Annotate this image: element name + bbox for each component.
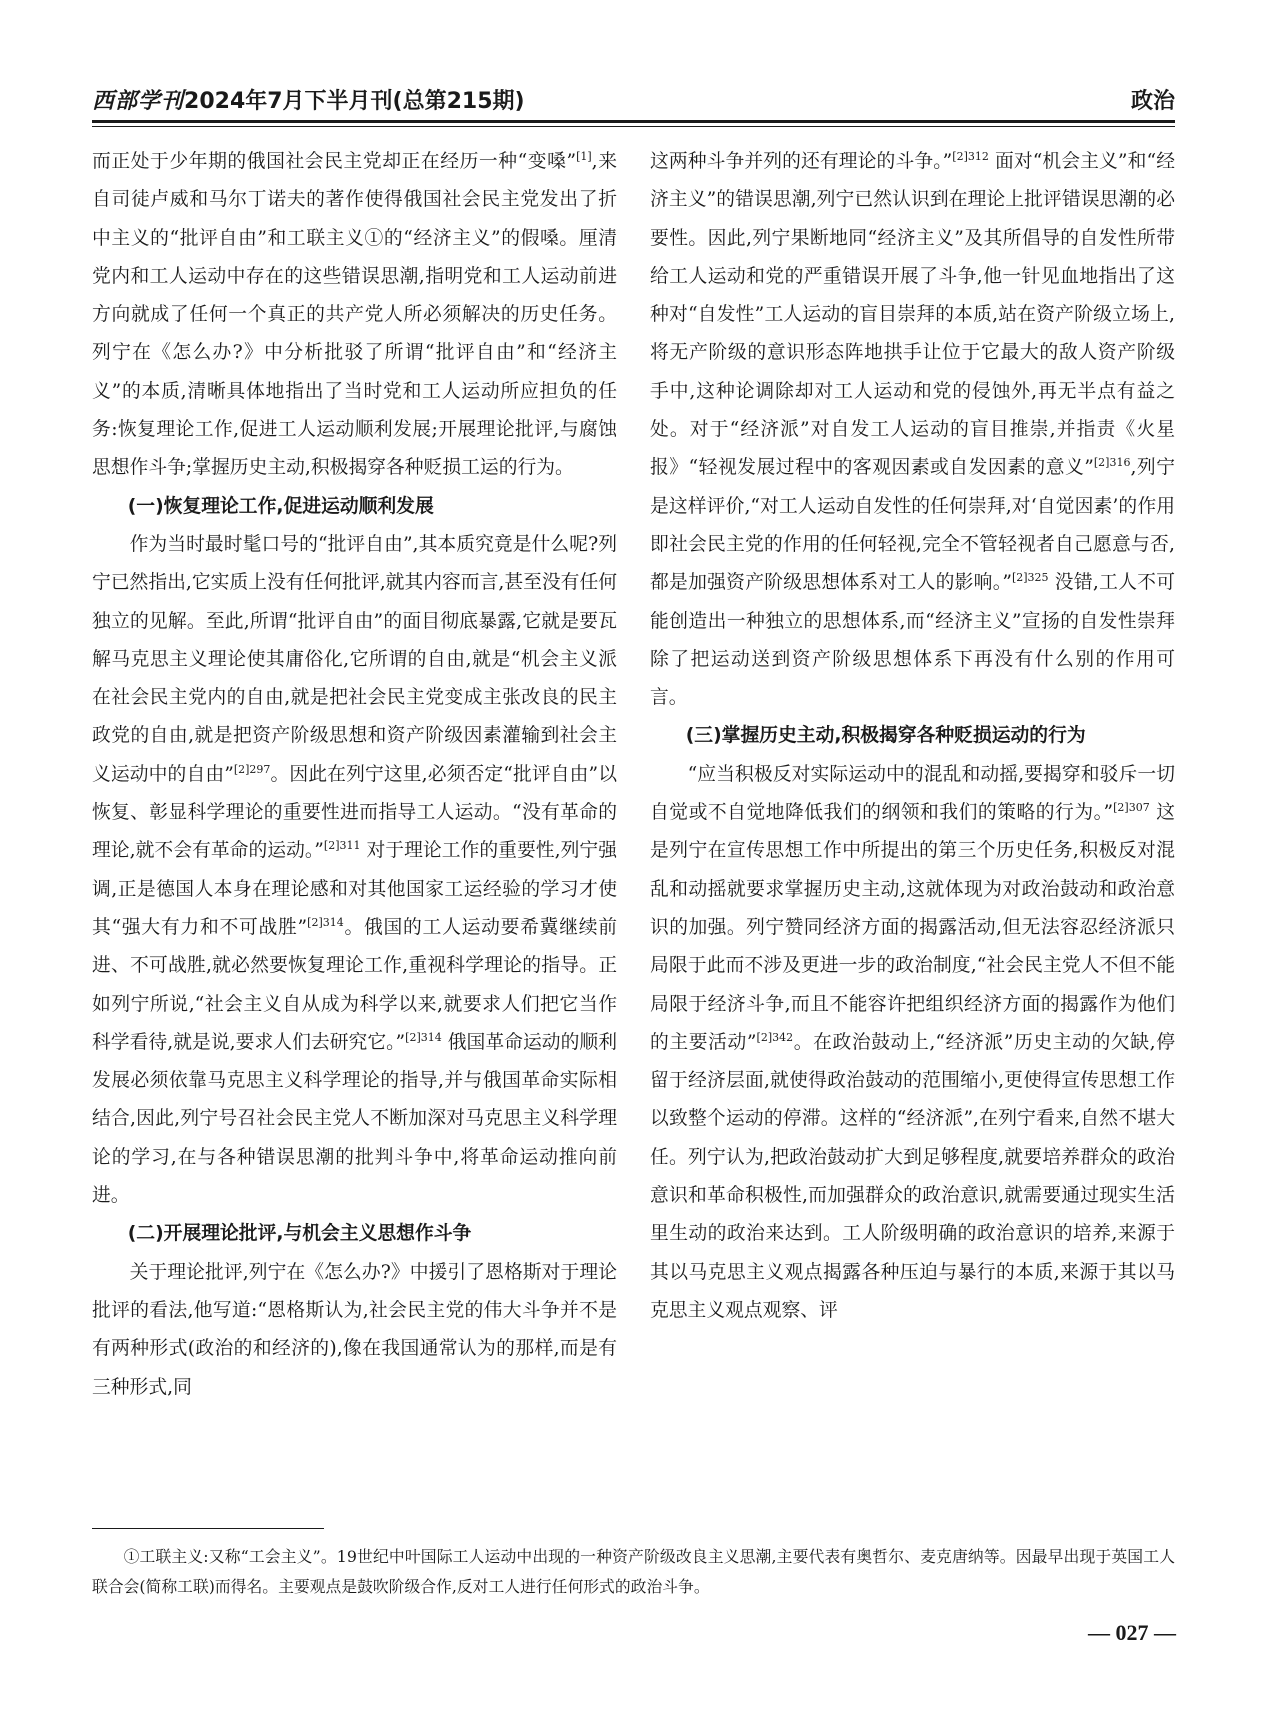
journal-title xyxy=(92,84,525,115)
citation-ref: [2]314 xyxy=(405,1030,442,1044)
body-paragraph: 作为当时最时髦口号的“批评自由”,其本质究竟是什么呢?列宁已然指出,它实质上没有任何批评,就其内容而言,甚至没有任何独立的见解。至此,所谓“批评自由”的面目彻底暴露,它就是要瓦解马克思主义理论使其庸俗化,它所谓的自由,就是“机会主义派在社会民主党内的自由,就是把社会民主党变成主张改良的民主政党的自由,就是把资产阶级思想和资产阶级因素灌输到社会主义运动中的自由”$^{[2]297}$。因此在列宁这里,必须否定“批评自由”以恢复、彰显科学理论的重要性进而指导工人运动。“没有革命的理论,就不会有革命的运动。”$^{[2]311}$ 对于理论工作的重要性,列宁强调,正是德国人本身在理论感和对其他国家工运经验的学习才使其“强大有力和不可战胜”$^{[2]314}$。俄国的工人运动要希冀继续前进、不可战胜,就必然要恢复理论工作,重视科学理论的指导。正如列宁所说,“社会主义自从成为科学以来,就要求人们把它当作科学看待,就是说,要求人们去研究它。”$^{[2]314}$ 俄国革命运动的顺利发展必须依靠马克思主义科学理论的指导,并与俄国革命实际相结合,因此,列宁号召社会民主党人不断加深对马克思主义科学理论的学习,在与各种错误思潮的批判斗争中,将革命运动推向前进。 xyxy=(92,533,618,1207)
section-heading: (二)开展理论批评,与机会主义思想作斗争 xyxy=(127,1223,472,1245)
citation-ref: [1] xyxy=(576,150,592,163)
body-paragraph: 这两种斗争并列的还有理论的斗争。”$^{[2]312}$ 面对“机会主义”和“经济主义”的错误思潮,列宁已然认识到在理论上批评错误思潮的必要性。因此,列宁果断地同“经济主义”及其所倡导的自发性所带给工人运动和党的严重错误开展了斗争,他一针见血地指出了这种对“自发性”工人运动的盲目崇拜的本质,站在资产阶级立场上,将无产阶级的意识形态阵地拱手让位于它最大的敌人资产阶级手中,这种论调除却对工人运动和党的侵蚀外,再无半点有益之处。对于“经济派”对自发工人运动的盲目推崇,并指责《火星报》“轻视发展过程中的客观因素或自发因素的意义”$^{[2]316}$,列宁是这样评价,“对工人运动自发性的任何崇拜,对‘自觉因素’的作用即社会民主党的作用的任何轻视,完全不管轻视者自己愿意与否,都是加强资产阶级思想体系对工人的影响。”$^{[2]325}$ 没错,工人不可能创造出一种独立的思想体系,而“经济主义”宣扬的自发性崇拜除了把运动送到资产阶级思想体系下再没有什么别的作用可言。 xyxy=(650,150,1175,709)
body-paragraph: 而正处于少年期的俄国社会民主党却正在经历一种“变嗓”[1],来自司徒卢威和马尔丁诺夫的著作使得俄国社会民主党发出了折中主义的“批评自由”和工联主义①的“经济主义”的假嗓。厘清党内和工人运动中存在的这些错误思潮,指明党和工人运动前进方向就成了任何一个真正的共产党人所必须解决的历史任务。列宁在《怎么办?》中分析批驳了所谓“批评自由”和“经济主义”的本质,清晰具体地指出了当时党和工人运动所应担负的任务:恢复理论工作,促进工人运动顺利发展;开展理论批评,与腐蚀思想作斗争;掌握历史主动,积极揭穿各种贬损工运的行为。 xyxy=(92,150,618,479)
citation-ref: [2]311 xyxy=(323,839,361,853)
left-column xyxy=(92,143,617,1407)
section-heading: (三)掌握历史主动,积极揭穿各种贬损运动的行为 xyxy=(685,725,1086,747)
citation-ref: [2]316 xyxy=(1093,456,1131,470)
citation-ref: [2]307 xyxy=(1113,801,1150,815)
citation-ref: [2]325 xyxy=(1011,571,1049,585)
issue-info: 2024年7月下半月刊(总第215期) xyxy=(184,89,525,114)
citation-ref: [2]342 xyxy=(756,1030,794,1044)
body-paragraph: 关于理论批评,列宁在《怎么办?》中援引了恩格斯对于理论批评的看法,他写道:“恩格斯认为,社会民主党的伟大斗争并不是有两种形式(政治的和经济的),像在我国通常认为的那样,而是有三种形式,同 xyxy=(92,1261,617,1398)
section-heading: (一)恢复理论工作,促进运动顺利发展 xyxy=(127,495,434,517)
header-rule-thin xyxy=(92,126,1175,127)
page-number: — 027 — xyxy=(1088,1620,1176,1645)
citation-ref: [2]297 xyxy=(233,762,271,776)
footnote: ①工联主义:又称“工会主义”。19世纪中叶国际工人运动中出现的一种资产阶级改良主义思潮,主要代表有奥哲尔、麦克唐纳等。因最早出现于英国工人联合会(简称工联)而得名。主要观点是鼓吹阶级合作,反对工人进行任何形式的政治斗争。 xyxy=(92,1547,1175,1596)
running-header xyxy=(92,84,1175,124)
citation-ref: [2]314 xyxy=(307,915,344,929)
footnote-divider xyxy=(92,1528,324,1529)
citation-ref: [2]312 xyxy=(952,150,989,163)
journal-logo: 西部学刊 xyxy=(92,88,185,114)
right-column xyxy=(650,143,1175,1330)
body-paragraph: “应当积极反对实际运动中的混乱和动摇,要揭穿和驳斥一切自觉或不自觉地降低我们的纲领和我们的策略的行为。”$^{[2]307}$ 这是列宁在宣传思想工作中所提出的第三个历史任务,积极反对混乱和动摇就要求掌握历史主动,这就体现为对政治鼓动和政治意识的加强。列宁赞同经济方面的揭露活动,但无法容忍经济派只局限于此而不涉及更进一步的政治制度,“社会民主党人不但不能局限于经济斗争,而且不能容许把组织经济方面的揭露作为他们的主要活动”$^{[2]342}$。在政治鼓动上,“经济派”历史主动的欠缺,停留于经济层面,就使得政治鼓动的范围缩小,更使得宣传思想工作以致整个运动的停滞。这样的“经济派”,在列宁看来,自然不堪大任。列宁认为,把政治鼓动扩大到足够程度,就要培养群众的政治意识和革命积极性,而加强群众的政治意识,就需要通过现实生活里生动的政治来达到。工人阶级明确的政治意识的培养,来源于其以马克思主义观点揭露各种压迫与暴行的本质,来源于其以马克思主义观点观察、评 xyxy=(650,763,1175,1321)
section-label: 政治 xyxy=(1130,89,1175,114)
header-rule xyxy=(92,120,1175,123)
